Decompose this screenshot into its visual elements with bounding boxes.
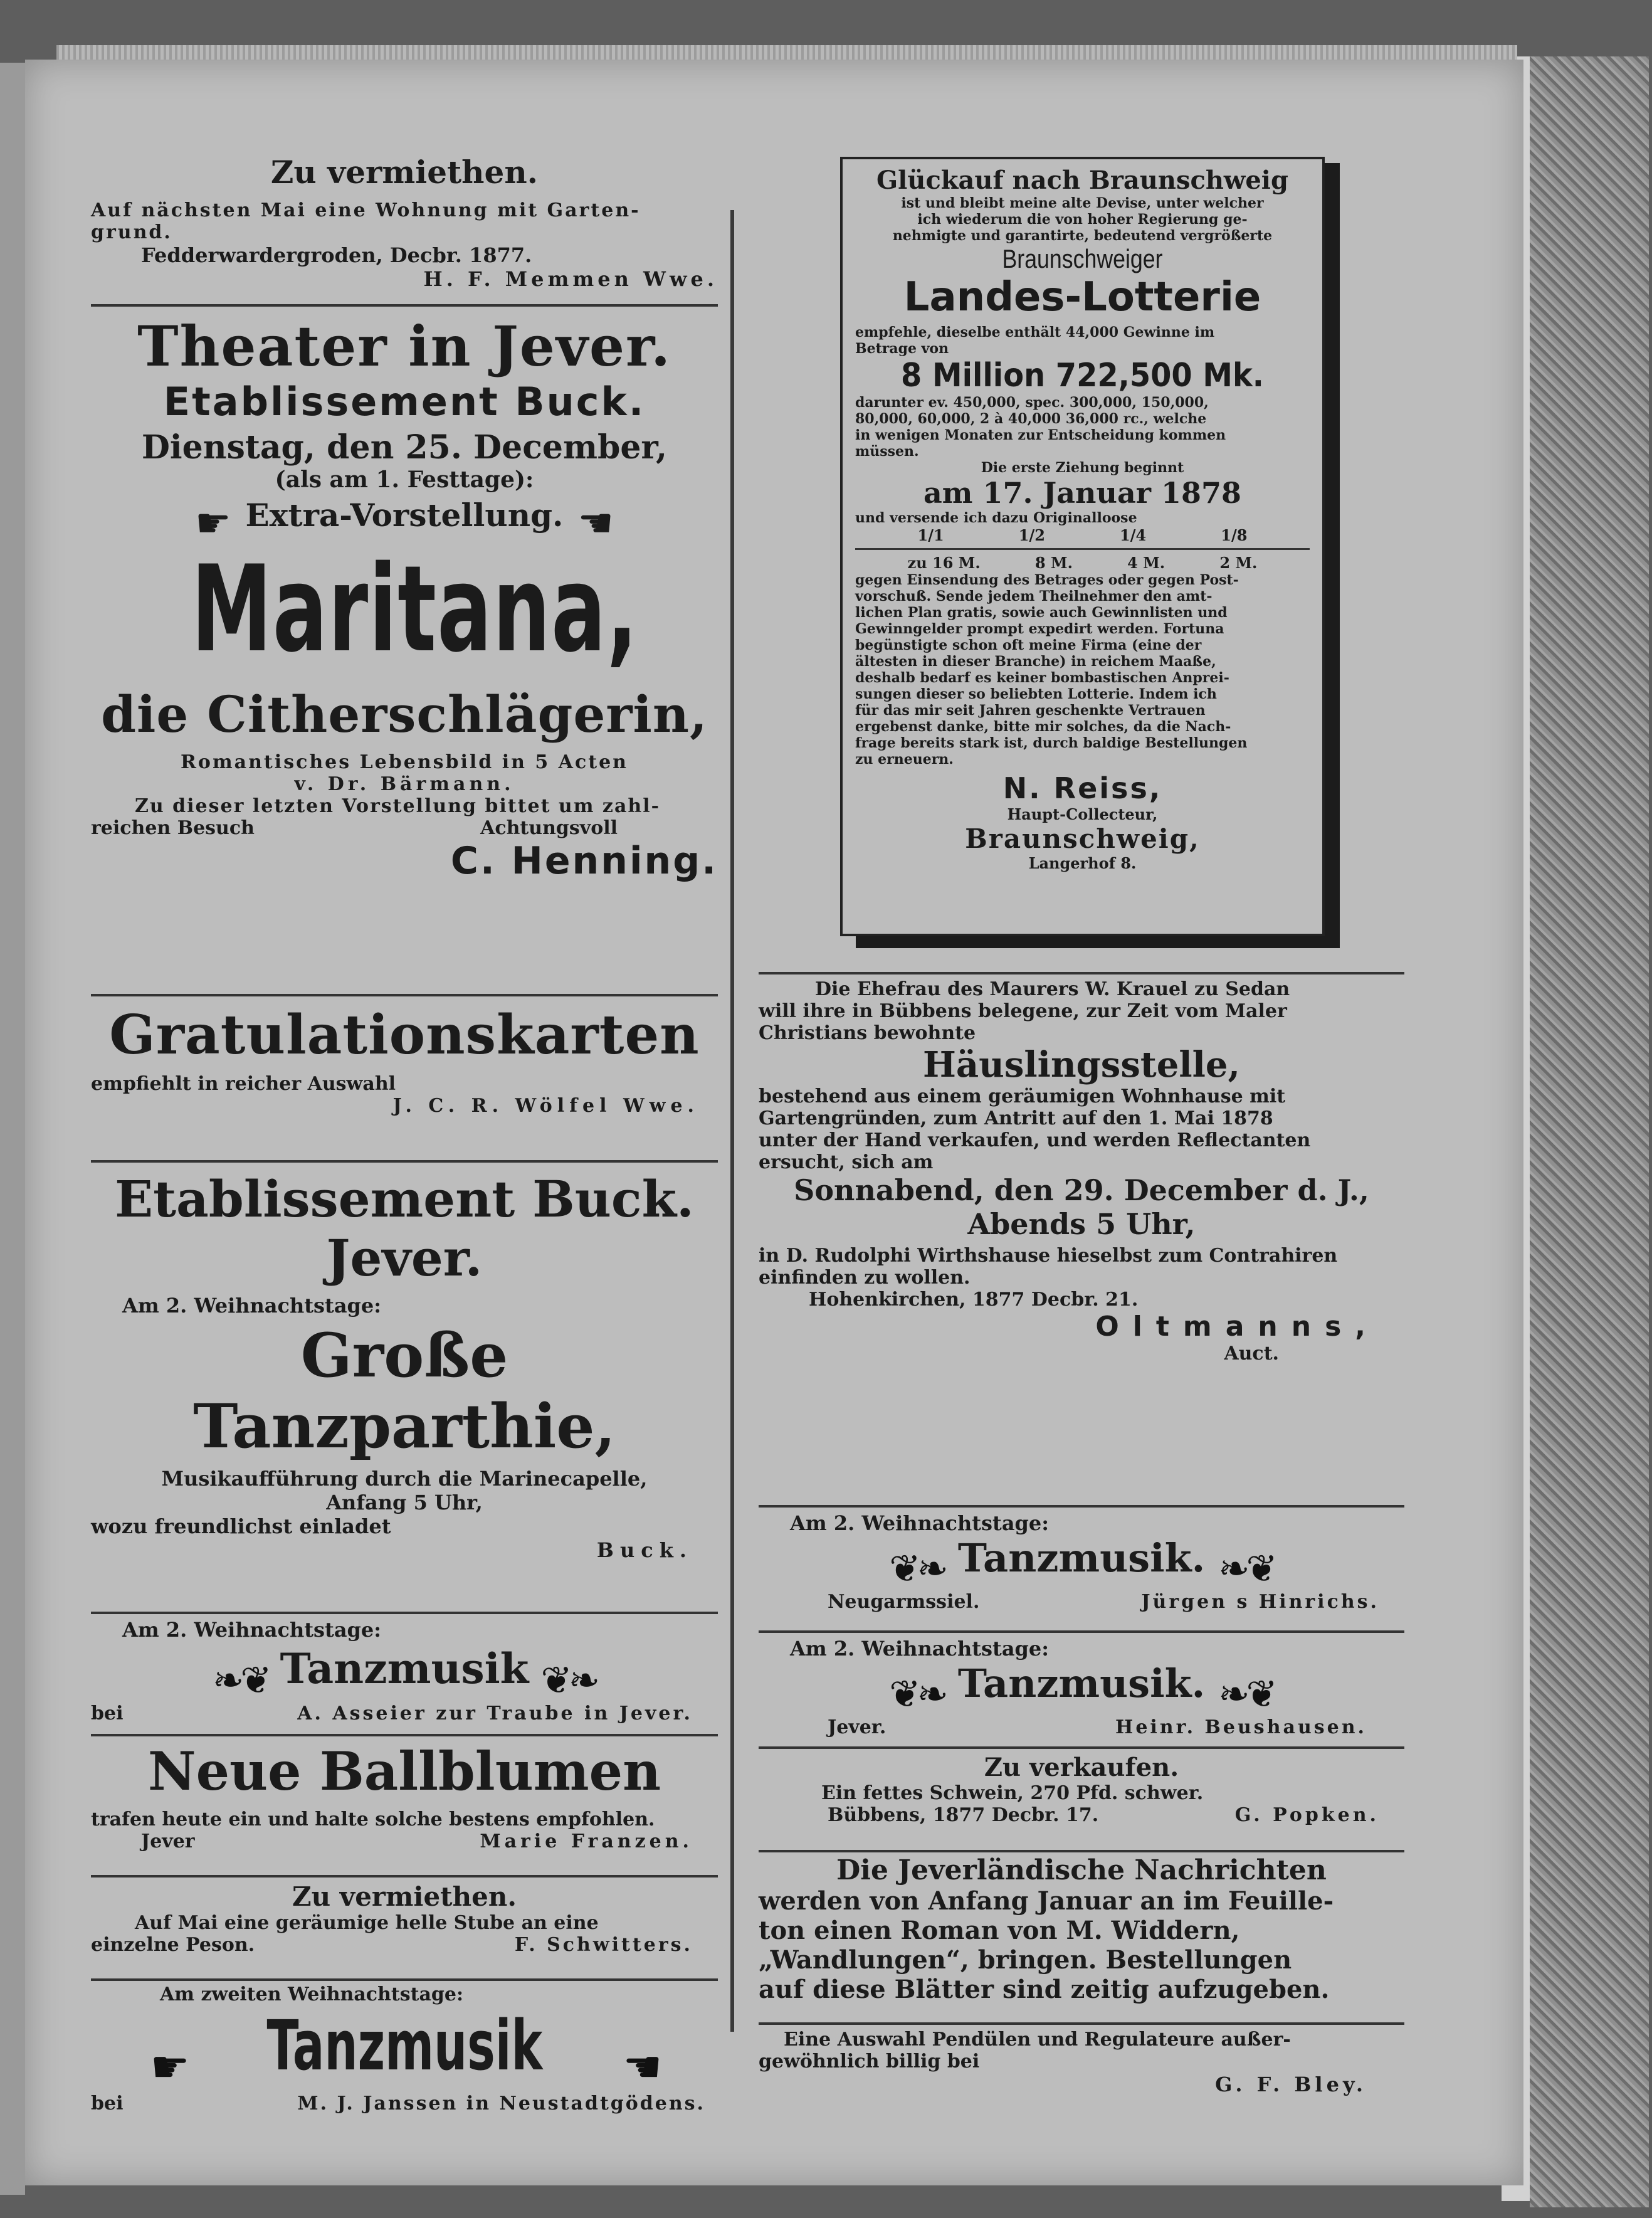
music-title-row (91, 1644, 718, 1703)
newspaper-page (25, 60, 1523, 2185)
divider (91, 1875, 718, 1877)
column-rule (730, 210, 734, 2032)
lottery-seller: N. Reiss, (1002, 771, 1162, 805)
lottery-date: am 17. Januar 1878 (923, 476, 1242, 510)
news-text: auf diese Blätter sind zeitig aufzugeben. (759, 1975, 1330, 2004)
lottery-text: vorschuß. Sende jedem Theilnehmer den amt- (855, 588, 1213, 605)
music-title: Tanzmusik (280, 1644, 529, 1693)
pointing-hand-left-icon: ☚ (577, 500, 614, 547)
price: 2 M. (1219, 554, 1258, 572)
news-text: werden von Anfang Januar an im Feuille- (759, 1886, 1334, 1916)
lottery-role: Haupt-Collecteur, (1007, 805, 1158, 823)
house-auction-date: Sonnabend, den 29. December d. J., (794, 1173, 1369, 1207)
ad-pig (759, 1753, 1404, 1826)
play-title: Maritana, (191, 539, 639, 679)
divider (91, 994, 718, 996)
lottery-text: ergebenst danke, bitte mir solches, da die Nach- (855, 719, 1231, 735)
lottery-text: sungen dieser so beliebten Lotterie. Indem ich (855, 686, 1217, 702)
music-host: A. Asseier zur Traube in Jever. (297, 1702, 693, 1724)
fraction: 1/1 (917, 526, 944, 544)
ornament-hand-left-icon: ☛ (150, 2041, 186, 2093)
pig-title: Zu verkaufen. (984, 1753, 1179, 1782)
divider (759, 1850, 1404, 1852)
house-text: in D. Rudolphi Wirthshause hieselbst zum Contrahiren (759, 1245, 1338, 1267)
music-place: Jever. (828, 1716, 887, 1738)
ornament-left-icon: ❧❦ (212, 1658, 268, 1703)
music-title: Tanzmusik. (957, 1661, 1206, 1706)
house-text: bestehend aus einem geräumigen Wohnhause mit (759, 1085, 1286, 1107)
dance-signature: Buck. (596, 1538, 693, 1562)
dance-venue: Etablissement Buck. (115, 1170, 694, 1228)
house-signature-role: Auct. (1224, 1343, 1279, 1365)
music-place: Neugarmssiel. (828, 1590, 980, 1613)
price: 4 M. (1127, 554, 1165, 572)
dance-day: Am 2. Weihnachtstage: (122, 1294, 382, 1318)
pig-row (759, 1804, 1404, 1826)
ad-lottery (840, 157, 1329, 931)
house-text: unter der Hand verkaufen, und werden Reflectanten (759, 1129, 1311, 1151)
flowers-signature: Marie Franzen. (480, 1830, 693, 1852)
lottery-text: ist und bleibt meine alte Devise, unter welcher (901, 195, 1264, 211)
lottery-text: Die erste Ziehung beginnt (981, 460, 1184, 476)
music-day: Am zweiten Weihnachtstage: (160, 1983, 464, 2005)
ad-title: Zu vermiethen. (270, 154, 539, 191)
ornament-hand-right-icon: ☚ (623, 2041, 659, 2093)
invite-text: Zu dieser letzten Vorstellung bittet um zahl- (135, 795, 661, 817)
play-title-wrap (91, 539, 718, 679)
fraction: 1/8 (1221, 526, 1248, 544)
invite-row (91, 817, 718, 839)
flowers-row (91, 1830, 718, 1852)
ad-signature: F. Schwitters. (514, 1934, 693, 1956)
previous-page-edge (0, 63, 25, 2195)
lottery-total: 8 Million 722,500 Mk. (901, 357, 1264, 394)
ad-house (759, 978, 1404, 1365)
music-prefix: bei (91, 1702, 124, 1724)
dance-text: wozu freundlichst einladet (91, 1514, 391, 1538)
lottery-text: zu erneuern. (855, 751, 954, 768)
music-row (91, 2093, 718, 2115)
ad-theater (91, 314, 718, 883)
pig-place: Bübbens, 1877 Decbr. 17. (828, 1804, 1099, 1826)
house-signature: Oltmanns, (1095, 1311, 1379, 1343)
music-title: Tanzmusik. (957, 1535, 1206, 1581)
divider (759, 1630, 1404, 1633)
dance-text: Anfang 5 Uhr, (326, 1491, 483, 1514)
fraction: 1/2 (1018, 526, 1045, 544)
divider (855, 548, 1310, 550)
invite-closing: Achtungsvoll (480, 816, 618, 839)
flowers-place: Jever (141, 1830, 195, 1852)
dance-text: Musikaufführung durch die Marinecapelle, (161, 1467, 648, 1491)
lottery-text: 80,000, 60,000, 2 à 40,000 36,000 rc., welche (855, 411, 1207, 427)
lottery-address: Langerhof 8. (1028, 854, 1137, 872)
ad-rent-2 (91, 1881, 718, 1956)
cards-title: Gratulationskarten (109, 1003, 700, 1067)
divider (91, 1160, 718, 1163)
ad-clocks (759, 2029, 1404, 2096)
theater-venue: Etablissement Buck. (163, 379, 646, 425)
ad-music-4 (759, 1637, 1404, 1738)
divider (759, 1505, 1404, 1508)
extra-performance: Extra-Vorstellung. (245, 497, 564, 534)
rent-row (91, 1934, 718, 1956)
ad-text: Auf Mai eine geräumige helle Stube an eine (135, 1912, 599, 1934)
ad-cards (91, 1003, 718, 1117)
divider (91, 1612, 718, 1614)
divider (91, 1978, 718, 1981)
house-text: Die Ehefrau des Maurers W. Krauel zu Sedan (815, 978, 1290, 1000)
clocks-signature: G. F. Bley. (1215, 2073, 1367, 2096)
lottery-text: frage bereits stark ist, durch baldige Bestellungen (855, 735, 1248, 751)
flowers-text: trafen heute ein und halte solche bestens empfohlen. (91, 1809, 655, 1830)
lottery-name: Landes-Lotterie (903, 274, 1261, 320)
news-title: Die Jeverländische Nachrichten (836, 1854, 1327, 1886)
clocks-text: gewöhnlich billig bei (759, 2051, 980, 2073)
lottery-headline: Glückauf nach Braunschweig (876, 166, 1288, 195)
play-subtitle: die Citherschlägerin, (101, 684, 708, 744)
news-text: „Wandlungen“, bringen. Bestellungen (759, 1945, 1292, 1975)
cards-signature: J. C. R. Wölfel Wwe. (392, 1095, 699, 1117)
ornament-right-icon: ❦❧ (540, 1658, 597, 1703)
music-title-row (759, 1661, 1404, 1716)
house-text: will ihre in Bübbens belegene, zur Zeit vom Maler (759, 1000, 1287, 1022)
lottery-text: nehmigte und garantirte, bedeutend vergrößerte (892, 228, 1273, 244)
house-text: Hohenkirchen, 1877 Decbr. 21. (809, 1289, 1139, 1311)
fractions-row (855, 526, 1310, 544)
ad-text: einzelne Peson. (91, 1934, 255, 1956)
lottery-text: empfehle, dieselbe enthält 44,000 Gewinne im (855, 324, 1215, 341)
lottery-brand: Braunschweiger (1002, 244, 1163, 273)
music-day: Am 2. Weihnachtstage: (790, 1637, 1050, 1661)
pig-text: Ein fettes Schwein, 270 Pfd. schwer. (821, 1782, 1204, 1804)
lottery-city: Braunschweig, (965, 823, 1200, 854)
play-author: v. Dr. Bärmann. (294, 773, 515, 795)
divider (759, 1746, 1404, 1749)
music-day: Am 2. Weihnachtstage: (790, 1511, 1050, 1535)
ad-music-2 (91, 1983, 718, 2115)
lottery-text: für das mir seit Jahren geschenkte Vertrauen (855, 702, 1206, 719)
music-prefix: bei (91, 2092, 124, 2115)
lottery-text: lichen Plan gratis, sowie auch Gewinnlisten und (855, 605, 1228, 621)
house-auction-time: Abends 5 Uhr, (967, 1207, 1196, 1241)
lottery-text: begünstigte schon oft meine Firma (eine der (855, 637, 1202, 653)
prices-row (855, 554, 1310, 572)
music-title: Tanzmusik (266, 2005, 542, 2086)
divider (91, 304, 718, 307)
ornament-right-icon: ❧❦ (1218, 1672, 1274, 1716)
pig-signature: G. Popken. (1234, 1804, 1379, 1826)
theater-title: Theater in Jever. (137, 314, 671, 379)
ornament-right-icon: ❧❦ (1218, 1546, 1274, 1591)
lottery-box (840, 157, 1325, 936)
dance-place: Jever. (326, 1228, 483, 1287)
music-host: Jürgen s Hinrichs. (1141, 1590, 1379, 1613)
house-title: Häuslingsstelle, (922, 1044, 1241, 1085)
ad-rent-1 (91, 154, 718, 291)
lottery-text: müssen. (855, 443, 919, 460)
lottery-text: gegen Einsendung des Betrages oder gegen Post- (855, 572, 1239, 588)
music-row (91, 1703, 718, 1724)
lottery-text: in wenigen Monaten zur Entscheidung kommen (855, 427, 1226, 443)
fraction: 1/4 (1120, 526, 1147, 544)
music-host: Heinr. Beushausen. (1115, 1716, 1367, 1738)
house-text: ersucht, sich am (759, 1151, 934, 1173)
ad-dance (91, 1170, 718, 1562)
play-desc: Romantisches Lebensbild in 5 Acten (181, 751, 628, 773)
house-text: einfinden zu wollen. (759, 1267, 971, 1289)
music-host: M. J. Janssen in Neustadtgödens. (297, 2092, 705, 2115)
music-title-row (91, 2005, 718, 2093)
lottery-text: darunter ev. 450,000, spec. 300,000, 150,000, (855, 394, 1209, 411)
lottery-text: ich wiederum die von hoher Regierung ge- (917, 211, 1248, 228)
music-row (759, 1716, 1404, 1738)
ad-title: Zu vermiethen. (292, 1881, 517, 1912)
ad-text: Fedderwardergroden, Decbr. 1877. (141, 243, 532, 267)
ad-text: grund. (91, 221, 172, 243)
house-text: Christians bewohnte (759, 1022, 976, 1044)
lottery-text: Gewinngelder prompt expedirt werden. Fortuna (855, 621, 1224, 637)
dance-event: Große Tanzparthie, (193, 1320, 616, 1462)
lottery-text: deshalb bedarf es keiner bombastischen Anprei- (855, 670, 1229, 686)
book-binding (1530, 56, 1649, 2207)
ad-flowers (91, 1740, 718, 1852)
theater-signature: C. Henning. (450, 838, 718, 883)
price: 8 M. (1034, 554, 1073, 572)
ornament-left-icon: ❦❧ (889, 1546, 945, 1591)
ad-signature: H. F. Memmen Wwe. (423, 267, 718, 291)
music-title-row (759, 1535, 1404, 1591)
lottery-text: ältesten in dieser Branche) in reichem Maaße, (855, 653, 1216, 670)
ornament-left-icon: ❦❧ (889, 1672, 945, 1716)
divider (91, 1734, 718, 1736)
divider (759, 972, 1404, 974)
ad-music-1 (91, 1618, 718, 1724)
lottery-text: Betrage von (855, 341, 949, 357)
news-text: ton einen Roman von M. Widdern, (759, 1916, 1240, 1945)
ad-text: Auf nächsten Mai eine Wohnung mit Garten- (91, 199, 641, 221)
house-text: Gartengründen, zum Antritt auf den 1. Mai 1878 (759, 1107, 1273, 1129)
music-day: Am 2. Weihnachtstage: (122, 1618, 382, 1642)
price: zu 16 M. (907, 554, 981, 572)
lottery-text: und versende ich dazu Originalloose (855, 510, 1137, 526)
pointing-hand-right-icon: ☛ (195, 500, 231, 547)
ad-news (759, 1854, 1404, 2004)
music-row (759, 1591, 1404, 1613)
flowers-title: Neue Ballblumen (147, 1740, 661, 1802)
theater-note: (als am 1. Festtage): (275, 467, 534, 493)
divider (759, 2022, 1404, 2025)
clocks-text: Eine Auswahl Pendülen und Regulateure außer- (784, 2029, 1291, 2051)
invite-text: reichen Besuch (91, 816, 255, 839)
cards-text: empfiehlt in reicher Auswahl (91, 1073, 396, 1095)
theater-date: Dienstag, den 25. December, (141, 428, 668, 467)
ad-music-3 (759, 1511, 1404, 1613)
